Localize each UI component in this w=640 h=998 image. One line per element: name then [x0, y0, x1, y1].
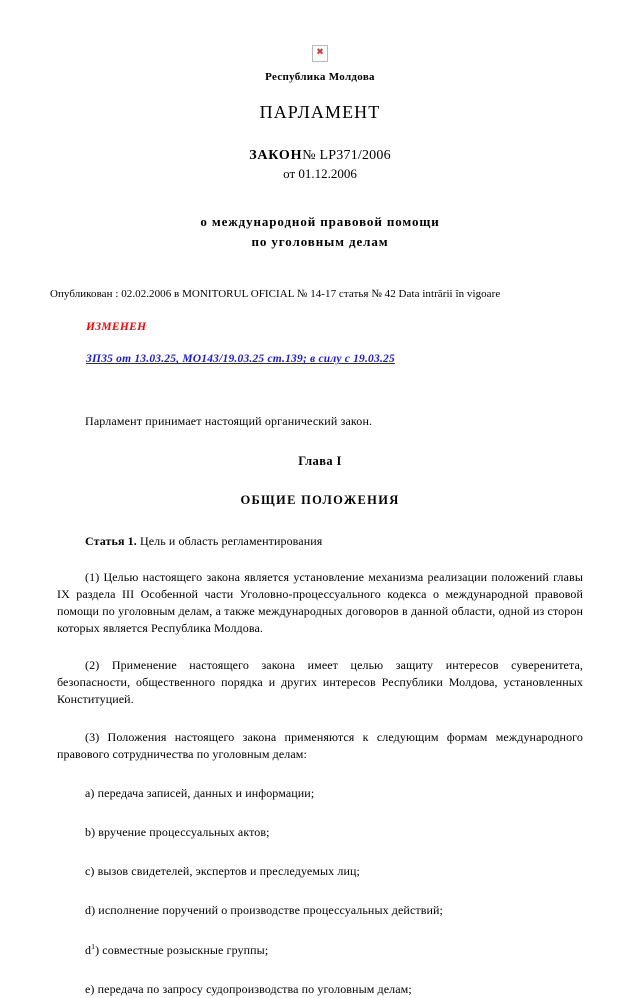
article-title: Цель и область регламентирования: [139, 534, 323, 549]
list-item-d1-prefix: d: [85, 942, 92, 957]
institution-heading: ПАРЛАМЕНТ: [259, 102, 381, 122]
list-item-d1-text: ) совместные розыскные группы;: [95, 942, 269, 957]
document-title: [0, 212, 640, 252]
article-number: Статья 1.: [85, 534, 137, 549]
document-body: [0, 414, 640, 997]
amendment-status-badge: ИЗМЕНЕН: [86, 321, 147, 334]
article-heading: [57, 534, 583, 549]
amendment-link[interactable]: ЗП35 от 13.03.25, МО143/19.03.25 ст.139; в силу с 19.03.25: [86, 353, 395, 366]
list-item-d1: [57, 941, 583, 959]
document-title-line-1: о международной правовой помощи: [200, 214, 440, 229]
broken-image-icon: [312, 45, 328, 62]
list-item-e: e) передача по запросу судопроизводства по уголовным делам;: [85, 981, 412, 996]
republic-heading: Республика Молдова: [265, 71, 375, 83]
intro-paragraph: Парламент принимает настоящий органический закон.: [85, 414, 373, 429]
emblem-container: [0, 0, 640, 62]
law-number-line: [0, 148, 640, 164]
publication-info: Опубликован : 02.02.2006 в MONITORUL OFICIAL № 14-17 статья № 42 Data intrării în vigoare: [50, 288, 501, 301]
chapter-title-heading: ОБЩИЕ ПОЛОЖЕНИЯ: [240, 493, 400, 508]
law-number: № LP371/2006: [302, 148, 391, 163]
paragraph-2: (2) Применение настоящего закона имеет целью защиту интересов суверенитета, безопасности, общественного порядка и других интересов Республики Молдова, установленных Конституцией.: [57, 658, 583, 707]
paragraph-1: (1) Целью настоящего закона является установление механизма реализации положений главы IX раздела III Особенной части Уголовно-процессуального кодекса о международной правовой помощи по уголовным делам, а также международных договоров в данной области, одной из сторон которых является Республика Молдова.: [57, 570, 583, 636]
document-title-line-2: по уголовным делам: [251, 234, 389, 250]
law-word: ЗАКОН: [249, 148, 303, 163]
list-item-d1-superscript: 1: [91, 941, 96, 951]
list-item-d: d) исполнение поручений о производстве процессуальных действий;: [85, 902, 443, 917]
list-item-c: c) вызов свидетелей, экспертов и преследуемых лиц;: [85, 863, 360, 878]
law-date: от 01.12.2006: [283, 166, 357, 181]
chapter-heading: Глава I: [298, 454, 342, 469]
list-item-b: b) вручение процессуальных актов;: [85, 824, 270, 839]
paragraph-3: (3) Положения настоящего закона применяются к следующим формам международного правового сотрудничества по уголовным делам:: [57, 729, 583, 761]
list-item-a: a) передача записей, данных и информации;: [85, 785, 315, 800]
